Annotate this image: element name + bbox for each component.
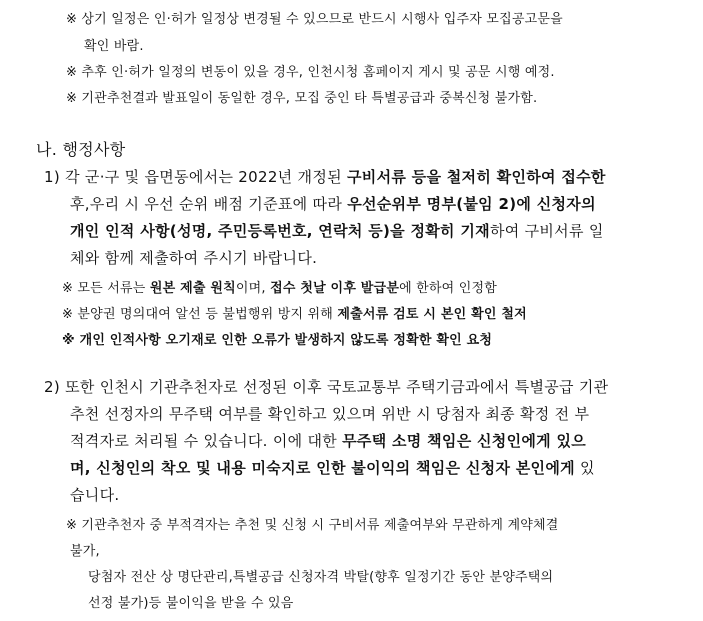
item1-line3-bold: 개인 인적 사항(성명, 주민등록번호, 연락처 등)을 정확히 기재	[70, 222, 490, 240]
item1-note-original-docs	[62, 277, 497, 296]
item2-line3	[70, 430, 586, 451]
note-schedule-notice: ※ 추후 인·허가 일정의 변동이 있을 경우, 인천시청 홈페이지 게시 및 공문 시행 예정.	[66, 65, 555, 80]
note-schedule-change: ※ 상기 일정은 인·허가 일정상 변경될 수 있으므로 반드시 시행사 입주자 모집공고문을	[66, 12, 563, 27]
item1-note2-b: 제출서류 검토 시 본인 확인 철저	[337, 307, 527, 322]
item2-note-penalty: 당첨자 전산 상 명단관리,특별공급 신청자격 박탈(향후 일정기간 동안 분양주택의	[88, 570, 554, 585]
item2-note-ineligible-cont: 불가,	[70, 544, 100, 559]
item2-note-ineligible: ※ 기관추천자 중 부적격자는 추천 및 신청 시 구비서류 제출여부와 무관하게 계약체결	[66, 518, 559, 533]
item1-note-accuracy: ※ 개인 인적사항 오기재로 인한 오류가 발생하지 않도록 정확한 확인 요청	[62, 333, 493, 348]
item1-note1-c: 이며,	[235, 281, 271, 296]
item1-note-identity-check	[62, 303, 527, 322]
note-duplicate-application: ※ 기관추천결과 발표일이 동일한 경우, 모집 중인 타 특별공급과 중복신청 불가함.	[66, 91, 538, 106]
item2-line1: 2) 또한 인천시 기관추천자로 선정된 이후 국토교통부 주택기금과에서 특별공급 기관	[44, 378, 609, 396]
item2-line3-bold: 무주택 소명 책임은 신청인에게 있으	[342, 432, 587, 450]
item1-line2-bold: 우선순위부 명부(붙임 2)에 신청자의	[347, 195, 596, 213]
item1-note1-b: 원본 제출 원칙	[149, 281, 236, 296]
item1-line3-text: 하여 구비서류 일	[489, 222, 604, 240]
item1-note2-a: ※ 분양권 명의대여 알선 등 불법행위 방지 위해	[62, 307, 338, 322]
item2-line4-text: 있	[574, 459, 595, 477]
item2-line3-text: 적격자로 처리될 수 있습니다. 이에 대한	[70, 432, 343, 450]
item2-line4-bold: 며, 신청인의 착오 및 내용 미숙지로 인한 불이익의 책임은 신청자 본인에게	[70, 459, 575, 477]
item1-note1-d: 접수 첫날 이후 발급분	[270, 281, 400, 296]
item2-line2: 추천 선정자의 무주택 여부를 확인하고 있으며 위반 시 당첨자 최종 확정 전 부	[70, 405, 590, 423]
item1-line1-text: 1) 각 군·구 및 읍면동에서는 2022년 개정된	[44, 168, 347, 186]
item1-line2	[70, 193, 596, 214]
item2-note-penalty-cont: 선정 불가)등 불이익을 받을 수 있음	[88, 596, 294, 611]
item1-line1-bold: 구비서류 등을 철저히 확인하여 접수한	[346, 168, 606, 186]
item1-line4: 체와 함께 제출하여 주시기 바랍니다.	[70, 249, 318, 267]
item1-note1-a: ※ 모든 서류는	[62, 281, 150, 296]
item1-line2-text: 후,우리 시 우선 순위 배점 기준표에 따라	[70, 195, 348, 213]
section-title: 나. 행정사항	[36, 140, 126, 159]
item1-note1-e: 에 한하여 인정함	[399, 281, 498, 296]
item1-line3	[70, 220, 604, 241]
item2-line5: 습니다.	[70, 486, 120, 504]
item2-line4	[70, 457, 595, 478]
item1-line1	[44, 166, 606, 187]
note-schedule-change-cont: 확인 바람.	[84, 39, 144, 54]
